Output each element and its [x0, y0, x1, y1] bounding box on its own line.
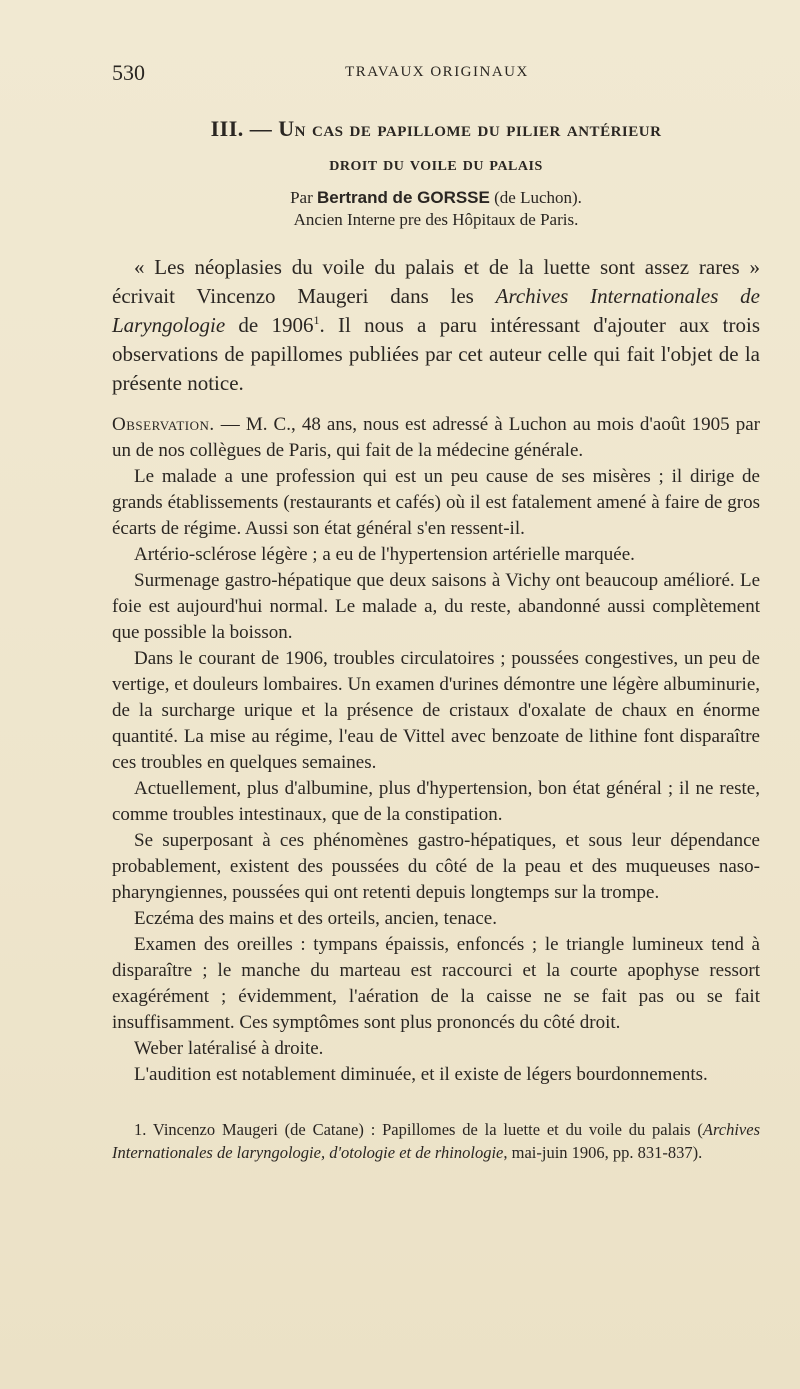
intro-text-c: . Il nous a paru intéressant d'ajouter aux trois observations de papillomes publiées par cet auteur celle qui fait l'objet de la présente notice. — [112, 313, 760, 395]
author-name: Bertrand de GORSSE — [316, 188, 490, 207]
footnote-number: 1. — [134, 1120, 147, 1139]
running-title: TRAVAUX ORIGINAUX — [345, 64, 529, 80]
author-place: (de Luchon). — [494, 188, 582, 207]
footnote-journal-title: Archives Internationales de laryngologie, d'otologie et de rhinologie — [112, 1120, 760, 1162]
footnote-mark[interactable]: 1 — [313, 313, 320, 327]
paragraph: Eczéma des mains et des orteils, ancien, tenace. — [134, 908, 497, 929]
intro-paragraph — [112, 253, 760, 398]
intro-text-b: de 1906 — [225, 313, 314, 337]
page-header — [112, 60, 762, 90]
article-title — [112, 112, 760, 181]
footnote — [112, 1118, 760, 1164]
title-line-2: droit du voile du palais — [329, 153, 543, 175]
paragraph: Artério-sclérose légère ; a eu de l'hypertension artérielle marquée. — [134, 544, 635, 565]
footnote-text-a: Vincenzo Maugeri (de Catane) : Papillomes de la luette et du voile du palais ( — [146, 1120, 703, 1139]
author-affiliation: Ancien Interne pre des Hôpitaux de Paris. — [293, 210, 579, 229]
paragraph: Le malade a une profession qui est un peu cause de ses misères ; il dirige de grands établissements (restaurants et cafés) où il est fatalement amené à faire de gros écarts de régime. Aussi son état général s'en ressent-il. — [112, 466, 760, 539]
observation-text: — M. C., 48 ans, nous est adressé à Luchon au mois d'août 1905 par un de nos collègues de Paris, qui fait de la médecine générale. — [112, 414, 760, 461]
observation-paragraph — [112, 412, 760, 464]
paragraph: Actuellement, plus d'albumine, plus d'hypertension, bon état général ; il ne reste, comme troubles intestinaux, que de la constipation. — [112, 778, 760, 825]
page-number: 530 — [112, 60, 145, 85]
title-line-1: III. — Un cas de papillome du pilier antérieur — [210, 116, 662, 141]
footnote-text-b: , mai-juin 1906, pp. 831-837). — [503, 1143, 703, 1162]
paragraph: Surmenage gastro-hépatique que deux saisons à Vichy ont beaucoup amélioré. Le foie est aujourd'hui normal. Le malade a, du reste, abandonné aussi complètement que possible la boisson. — [112, 570, 760, 643]
intro-journal-title: Archives Internationales de Laryngologie — [112, 284, 761, 337]
byline-prefix: Par — [290, 188, 313, 207]
paragraph: Dans le courant de 1906, troubles circulatoires ; poussées congestives, un peu de vertige, et douleurs lombaires. Un examen d'urines démontre une légère albuminurie, de la surcharge urique et la présence de cristaux d'oxalate de chaux en énorme quantité. La mise au régime, l'eau de Vittel avec benzoate de lithine font disparaître ces troubles en quelques semaines. — [112, 648, 760, 773]
paragraph: Weber latéralisé à droite. — [134, 1038, 324, 1059]
paragraph: Examen des oreilles : tympans épaissis, enfoncés ; le triangle lumineux tend à disparaître ; le manche du marteau est raccourci et la courte apophyse ressort exagérément ; évidemment, l'aération de la caisse ne se fait pas ou se fait insuffisamment. Ces symptômes sont plus prononcés du côté droit. — [112, 934, 760, 1033]
paragraph: L'audition est notablement diminuée, et il existe de légers bourdonnements. — [134, 1064, 708, 1085]
intro-text-a: « Les néoplasies du voile du palais et de la luette sont assez rares » écrivait Vincenzo Maugeri dans les — [112, 255, 760, 308]
observation-label: Observation. — [112, 414, 215, 435]
byline — [112, 187, 760, 209]
article-body — [112, 112, 760, 1164]
paragraph: Se superposant à ces phénomènes gastro-hépatiques, et sous leur dépendance probablement, existent des poussées du côté de la peau et des muqueuses naso-pharyngiennes, poussées qui ont retenti depuis longtemps sur la trompe. — [112, 830, 760, 903]
